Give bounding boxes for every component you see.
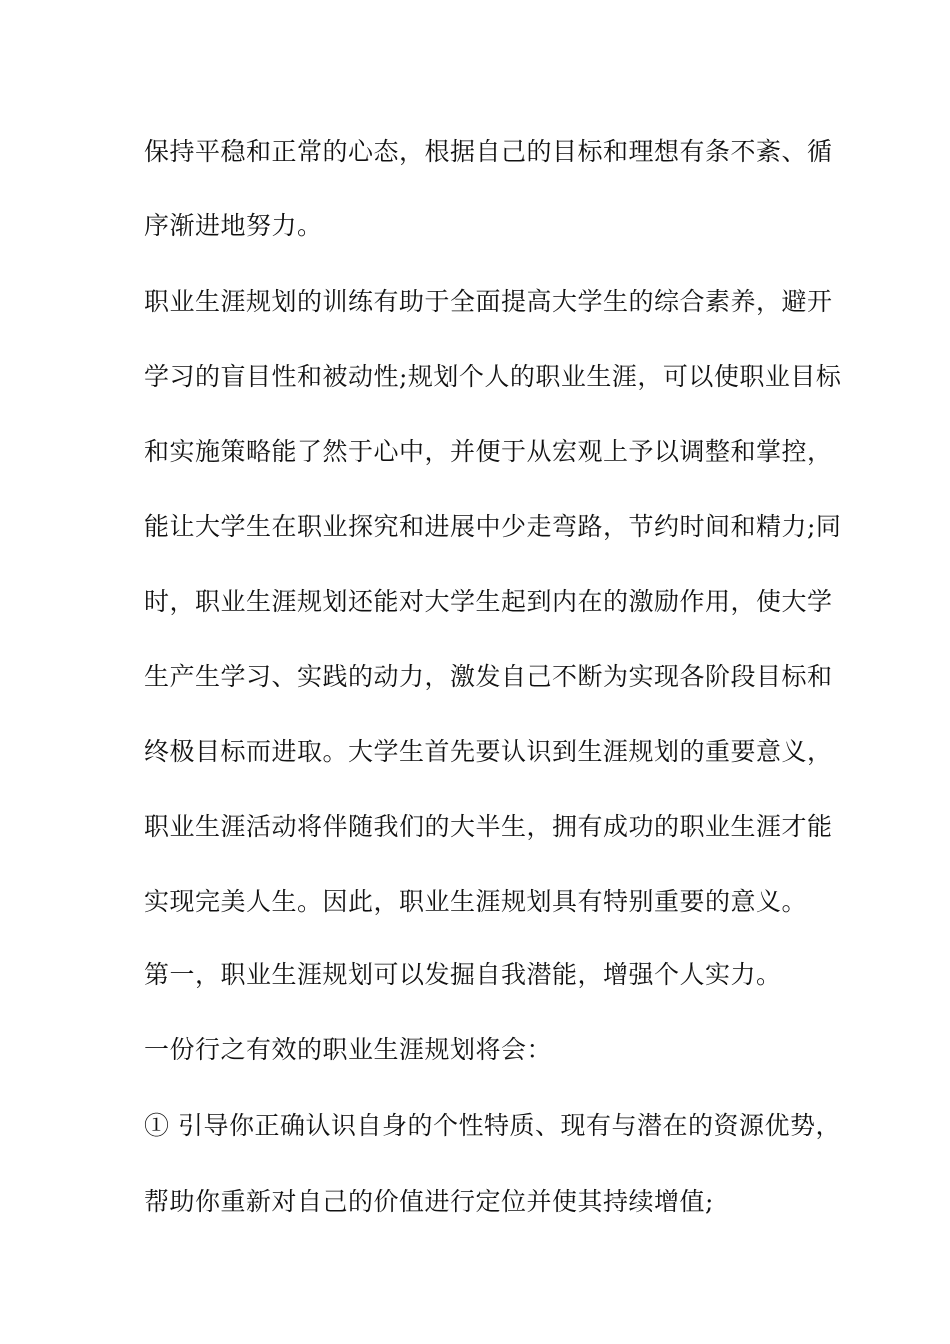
section-heading: 第一，职业生涯规划可以发掘自我潜能，增强个人实力。 [144,960,782,989]
text-line: 时，职业生涯规划还能对大学生起到内在的激励作用，使大学 [144,587,833,616]
text-line: 能让大学生在职业探究和进展中少走弯路，节约时间和精力;同 [144,512,842,541]
text-line: 职业生涯规划的训练有助于全面提高大学生的综合素养，避开 [144,287,833,316]
text-line: 生产生学习、实践的动力，激发自己不断为实现各阶段目标和 [144,662,833,691]
text-line: 职业生涯活动将伴随我们的大半生，拥有成功的职业生涯才能 [144,812,833,841]
text-line: 终极目标而进取。大学生首先要认识到生涯规划的重要意义， [144,737,833,766]
text-line: 和实施策略能了然于心中，并便于从宏观上予以调整和掌控， [144,437,833,466]
list-item: ① 引导你正确认识自身的个性特质、现有与潜在的资源优势， [144,1111,841,1140]
text-line: 帮助你重新对自己的价值进行定位并使其持续增值; [144,1187,714,1216]
text-line: 一份行之有效的职业生涯规划将会： [144,1035,553,1064]
text-line: 序渐进地努力。 [144,211,323,240]
text-line: 保持平稳和正常的心态，根据自己的目标和理想有条不紊、循 [144,137,833,166]
text-line: 学习的盲目性和被动性;规划个人的职业生涯，可以使职业目标 [144,362,842,391]
text-line: 实现完美人生。因此，职业生涯规划具有特别重要的意义。 [144,887,808,916]
